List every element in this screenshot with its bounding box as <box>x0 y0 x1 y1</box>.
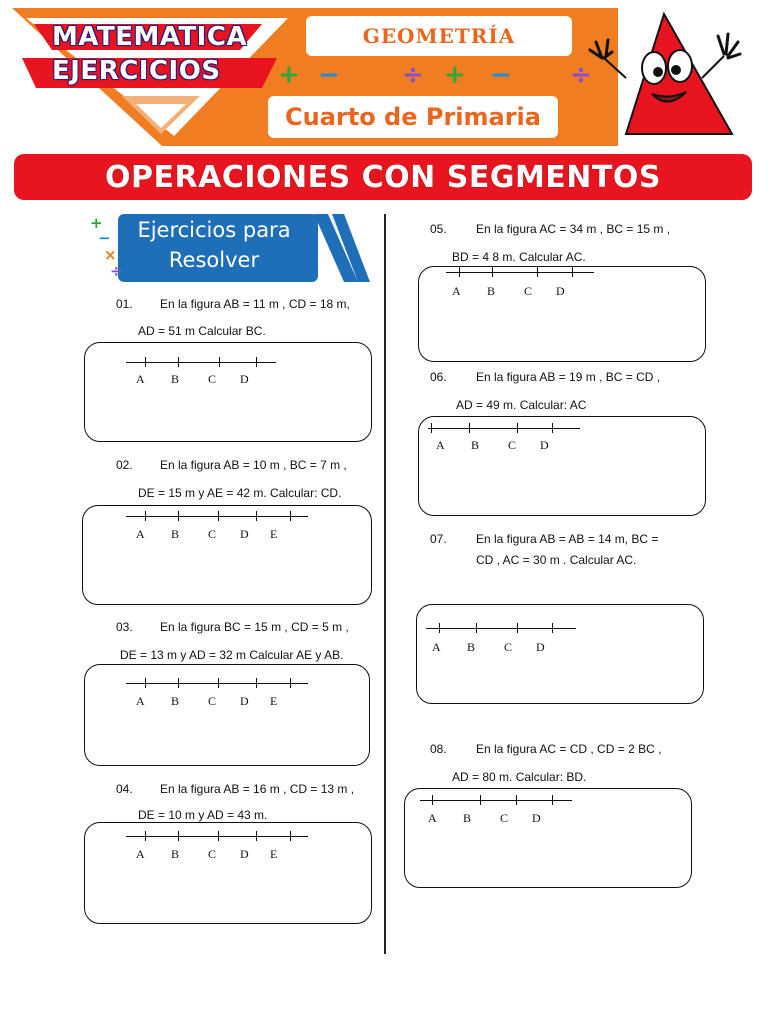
banner-line-2: Resolver <box>168 248 260 272</box>
answer-box[interactable] <box>418 266 706 362</box>
brand-line-2: EJERCICIOS <box>52 56 221 86</box>
minus-icon: − <box>490 60 512 90</box>
exercise-number: 07. <box>430 532 447 546</box>
segment-tick <box>516 795 517 805</box>
segment-tick <box>178 357 179 367</box>
exercise-number: 01. <box>116 297 133 311</box>
answer-box[interactable] <box>82 505 372 605</box>
segment-tick <box>459 267 460 277</box>
segment-tick <box>469 423 470 433</box>
point-label: A <box>136 694 145 708</box>
point-label: C <box>208 527 217 541</box>
point-label: A <box>436 438 445 452</box>
exercise-statement: En la figura AC = CD , CD = 2 BC , <box>476 742 662 756</box>
title-bar <box>14 154 752 200</box>
exercise-number: 02. <box>116 458 133 472</box>
exercise-number: 05. <box>430 222 447 236</box>
exercise-statement-cont: AD = 49 m. Calcular: AC <box>456 398 587 412</box>
segment-tick <box>218 678 219 688</box>
exercise-statement-cont: DE = 15 m y AE = 42 m. Calcular: CD. <box>138 486 342 500</box>
segment-tick <box>256 831 257 841</box>
grade-label: Cuarto de Primaria <box>268 96 558 138</box>
page-title: OPERACIONES CON SEGMENTOS <box>105 159 661 195</box>
segment-tick <box>476 623 477 633</box>
answer-box[interactable] <box>416 604 704 704</box>
minus-icon: − <box>98 229 111 247</box>
segment-tick <box>480 795 481 805</box>
exercise-number: 06. <box>430 370 447 384</box>
exercise-number: 04. <box>116 782 133 796</box>
segment-tick <box>432 795 433 805</box>
answer-box[interactable] <box>84 822 372 924</box>
segment-tick <box>145 511 146 521</box>
point-label: E <box>270 527 278 541</box>
segment-tick <box>431 423 432 433</box>
segment-tick <box>256 357 257 367</box>
segment-line <box>126 836 308 837</box>
point-label: D <box>240 527 249 541</box>
exercise-number: 08. <box>430 742 447 756</box>
point-label: C <box>208 847 217 861</box>
exercise-statement: En la figura AB = 10 m , BC = 7 m , <box>160 458 347 472</box>
exercise-statement: En la figura AB = 16 m , CD = 13 m , <box>160 782 355 796</box>
segment-line <box>126 362 276 363</box>
segment-line <box>126 683 308 684</box>
exercise-statement: En la figura BC = 15 m , CD = 5 m , <box>160 620 349 634</box>
answer-box[interactable] <box>418 416 706 516</box>
point-label: B <box>467 640 476 654</box>
point-label: B <box>487 284 496 298</box>
answer-box[interactable] <box>404 788 692 888</box>
point-label: A <box>452 284 461 298</box>
point-label: D <box>556 284 565 298</box>
brand-line-1: MATEMATICA <box>52 22 248 52</box>
segment-line <box>428 428 580 429</box>
divide-icon: ÷ <box>110 262 123 280</box>
segment-line <box>420 800 572 801</box>
point-label: D <box>240 372 249 386</box>
segment-tick <box>145 831 146 841</box>
triangle-mascot-icon <box>586 6 758 146</box>
point-label: B <box>171 847 180 861</box>
segment-tick <box>218 831 219 841</box>
point-label: C <box>508 438 517 452</box>
segment-tick <box>219 357 220 367</box>
segment-tick <box>572 267 573 277</box>
point-label: D <box>240 847 249 861</box>
banner-line-1: Ejercicios para <box>137 218 291 242</box>
exercise-statement: En la figura AB = 19 m , BC = CD , <box>476 370 661 384</box>
segment-tick <box>178 511 179 521</box>
segment-tick <box>218 511 219 521</box>
point-label: B <box>171 527 180 541</box>
point-label: C <box>500 811 509 825</box>
exercise-statement-cont: DE = 13 m y AD = 32 m Calcular AE y AB. <box>120 648 344 662</box>
segment-line <box>126 516 308 517</box>
answer-box[interactable] <box>84 664 370 766</box>
point-label: B <box>171 694 180 708</box>
segment-tick <box>145 357 146 367</box>
exercise-statement-cont: CD , AC = 30 m . Calcular AC. <box>476 553 637 567</box>
point-label: A <box>136 372 145 386</box>
segment-tick <box>256 678 257 688</box>
plus-icon: + <box>444 60 466 90</box>
point-label: B <box>171 372 180 386</box>
divide-icon: ÷ <box>570 60 592 90</box>
segment-tick <box>492 267 493 277</box>
segment-tick <box>537 267 538 277</box>
segment-tick <box>517 423 518 433</box>
subject-label: GEOMETRÍA <box>306 16 572 56</box>
point-label: C <box>208 372 217 386</box>
plus-icon: + <box>278 60 300 90</box>
segment-tick <box>552 623 553 633</box>
point-label: A <box>428 811 437 825</box>
point-label: D <box>532 811 541 825</box>
plus-icon: + <box>90 214 103 232</box>
divide-icon: ÷ <box>402 60 424 90</box>
segment-tick <box>290 678 291 688</box>
segment-tick <box>290 511 291 521</box>
point-label: C <box>208 694 217 708</box>
point-label: D <box>540 438 549 452</box>
point-label: C <box>524 284 533 298</box>
point-label: D <box>536 640 545 654</box>
point-label: A <box>432 640 441 654</box>
times-icon: × <box>362 60 384 90</box>
exercise-statement-cont: AD = 51 m Calcular BC. <box>138 324 266 338</box>
point-label: D <box>240 694 249 708</box>
segment-tick <box>290 831 291 841</box>
column-divider <box>384 214 386 954</box>
point-label: E <box>270 694 278 708</box>
segment-tick <box>256 511 257 521</box>
segment-tick <box>552 423 553 433</box>
point-label: B <box>471 438 480 452</box>
segment-tick <box>439 623 440 633</box>
exercise-statement: En la figura AB = AB = 14 m, BC = <box>476 532 659 546</box>
point-label: B <box>463 811 472 825</box>
point-label: A <box>136 847 145 861</box>
exercise-statement-cont: AD = 80 m. Calcular: BD. <box>452 770 587 784</box>
exercise-statement-cont: BD = 4 8 m. Calcular AC. <box>452 250 586 264</box>
segment-tick <box>552 795 553 805</box>
exercise-statement: En la figura AB = 11 m , CD = 18 m, <box>160 297 350 311</box>
point-label: C <box>504 640 513 654</box>
point-label: E <box>270 847 278 861</box>
exercise-statement: En la figura AC = 34 m , BC = 15 m , <box>476 222 671 236</box>
exercise-number: 03. <box>116 620 133 634</box>
minus-icon: − <box>318 60 340 90</box>
times-icon: × <box>104 246 117 264</box>
times-icon: × <box>532 60 554 90</box>
segment-tick <box>178 678 179 688</box>
point-label: A <box>136 527 145 541</box>
exercise-statement-cont: DE = 10 m y AD = 43 m. <box>138 808 268 822</box>
segment-tick <box>178 831 179 841</box>
answer-box[interactable] <box>84 342 372 442</box>
segment-tick <box>145 678 146 688</box>
segment-line <box>426 628 576 629</box>
segment-tick <box>517 623 518 633</box>
